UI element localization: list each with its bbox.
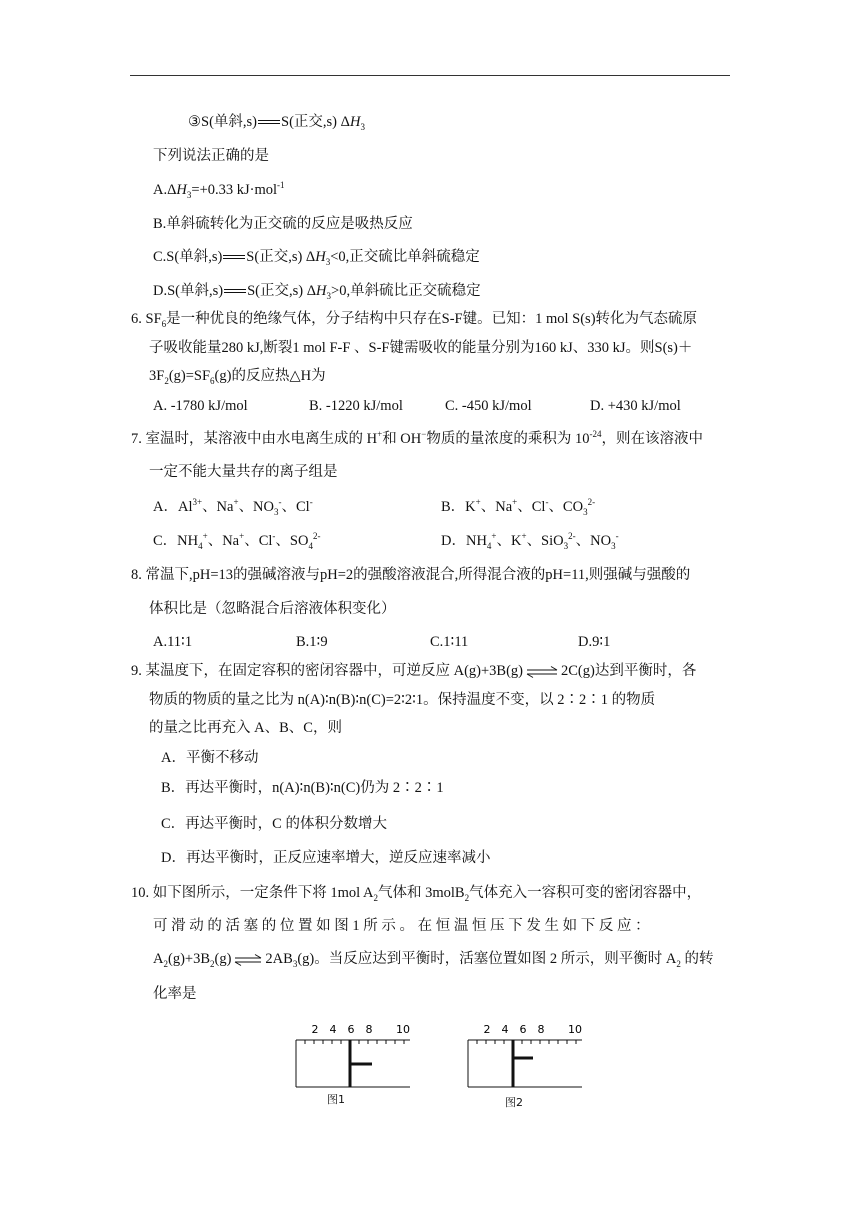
- tick-label: 6: [347, 1023, 355, 1036]
- q9-option-b[interactable]: B．再达平衡时，n(A)∶n(B)∶n(C)仍为 2∶2∶1: [161, 780, 444, 796]
- q5-option-a[interactable]: $A.\Delta H_3=+0.33$ kJ·mol$^{-1}$: [153, 180, 285, 200]
- figure-2-tick-marks: [468, 1040, 576, 1044]
- q5-stem: 下列说法正确的是: [153, 148, 269, 164]
- q8-stem-line2: 体积比是（忽略混合后溶液体积变化）: [149, 601, 396, 617]
- tick-label: 8: [365, 1023, 373, 1036]
- q8-option-a[interactable]: A.11∶1: [153, 634, 193, 650]
- q5-option-b[interactable]: B.单斜硫转化为正交硫的反应是吸热反应: [153, 216, 413, 232]
- q5-option-d[interactable]: D.S(单斜,s) S(正交,s) $\Delta H_3>0$,单斜硫比正交硫稳定: [153, 283, 481, 301]
- figure-2-caption: 图2: [505, 1096, 523, 1109]
- figure-1-container-diagram: [292, 1018, 414, 1090]
- equals-sign-icon: [258, 120, 280, 125]
- equals-sign-icon: [224, 289, 246, 294]
- q5-option-c[interactable]: C.S(单斜,s) S(正交,s) $\Delta H_3<0$,正交硫比单斜硫稳定: [153, 249, 480, 267]
- q9-option-a[interactable]: A．平衡不移动: [161, 750, 259, 766]
- q6-stem-line2: 子吸收能量280 kJ,断裂1 mol F-F 、S-F键需吸收的能量分别为160 kJ、330 kJ。则S(s)＋: [149, 340, 693, 356]
- figure-2-container-diagram: [464, 1018, 586, 1090]
- q6-stem-line3: $3F_2(g)=SF_6(g)$的反应热△H为: [149, 368, 326, 386]
- figure-1-caption: 图1: [327, 1093, 345, 1106]
- q7-option-c[interactable]: C．$NH_4^+$、Na+、Cl-、$SO_4^{2-}$: [153, 531, 321, 551]
- q8-option-d[interactable]: D.9∶1: [578, 634, 611, 650]
- q10-stem-line3: $A_2(g)+3B_2(g)$ $2AB_3(g)$。当反应达到平衡时，活塞位置如图 2 所示，则平衡时 $A_2$ 的转: [153, 951, 714, 969]
- reversible-arrow-icon: [233, 954, 263, 966]
- q7-stem-line1: 7. 室温时，某溶液中由水电离生成的 H+和 OH−物质的量浓度的乘积为 $10^{-24}$，则在该溶液中: [131, 429, 703, 447]
- equals-sign-icon: [223, 255, 245, 260]
- tick-label: 2: [311, 1023, 319, 1036]
- q6-option-c[interactable]: C. -450 kJ/mol: [445, 398, 532, 414]
- q7-option-b[interactable]: B．K+、Na+、Cl-、$CO_3^{2-}$: [441, 497, 596, 517]
- figure-2-scale-labels: [484, 1023, 583, 1036]
- tick-label: 8: [537, 1023, 545, 1036]
- q8-option-c[interactable]: C.1∶11: [430, 634, 469, 650]
- q6-stem-line1: 6. $SF_6$是一种优良的绝缘气体，分子结构中只存在S-F键。已知：1 mol S(s)转化为气态硫原: [131, 311, 698, 329]
- tick-label: 10: [396, 1023, 410, 1036]
- q9-option-d[interactable]: D．再达平衡时，正反应速率增大，逆反应速率减小: [161, 850, 491, 866]
- tick-label: 10: [568, 1023, 582, 1036]
- tick-label: 4: [501, 1023, 509, 1036]
- q9-stem-line3: 的量之比再充入 A、B、C，则: [149, 720, 342, 736]
- q9-option-c[interactable]: C．再达平衡时，C 的体积分数增大: [161, 816, 387, 832]
- reversible-arrow-icon: [525, 666, 559, 678]
- q9-stem-line2: 物质的物质的量之比为 n(A)∶n(B)∶n(C)=2∶2∶1。保持温度不变，以 2∶2∶1 的物质: [149, 692, 656, 708]
- q6-option-b[interactable]: B. -1220 kJ/mol: [309, 398, 403, 414]
- q7-option-d[interactable]: D．$NH_4^+$、K+、SiO$_3^{2-}$、$NO_3^-$: [441, 531, 619, 551]
- tick-label: 6: [519, 1023, 527, 1036]
- figure-1-scale-labels: [312, 1023, 411, 1036]
- q6-option-a[interactable]: A. -1780 kJ/mol: [153, 398, 248, 414]
- q7-option-a[interactable]: A．$Al^{3+}$、Na+、$NO_3^-$、Cl-: [153, 497, 313, 517]
- q10-stem-line2: 可 滑 动 的 活 塞 的 位 置 如 图 1 所 示 。 在 恒 温 恒 压 下 发 生 如 下 反 应 ：: [153, 918, 650, 934]
- q7-stem-line2: 一定不能大量共存的离子组是: [149, 464, 338, 480]
- tick-label: 2: [483, 1023, 491, 1036]
- q9-stem-line1: 9. 某温度下，在固定容积的密闭容器中，可逆反应 A(g)+3B(g) 2C(g)达到平衡时，各: [131, 663, 697, 679]
- q10-stem-line4: 化率是: [153, 986, 197, 1002]
- q5-equation-3: ③S(单斜,s) S(正交,s) $\Delta H_3$: [188, 114, 365, 132]
- header-rule: [130, 75, 730, 76]
- tick-label: 4: [329, 1023, 337, 1036]
- piston: [350, 1040, 372, 1087]
- q10-stem-line1: 10. 如下图所示，一定条件下将 1mol $A_2$气体和 3molB$_2$气体充入一容积可变的密闭容器中，: [131, 885, 702, 903]
- q6-option-d[interactable]: D. +430 kJ/mol: [590, 398, 681, 414]
- q8-option-b[interactable]: B.1∶9: [296, 634, 328, 650]
- q8-stem-line1: 8. 常温下,pH=13的强碱溶液与pH=2的强酸溶液混合,所得混合液的pH=11,则强碱与强酸的: [131, 567, 691, 583]
- piston: [513, 1040, 533, 1087]
